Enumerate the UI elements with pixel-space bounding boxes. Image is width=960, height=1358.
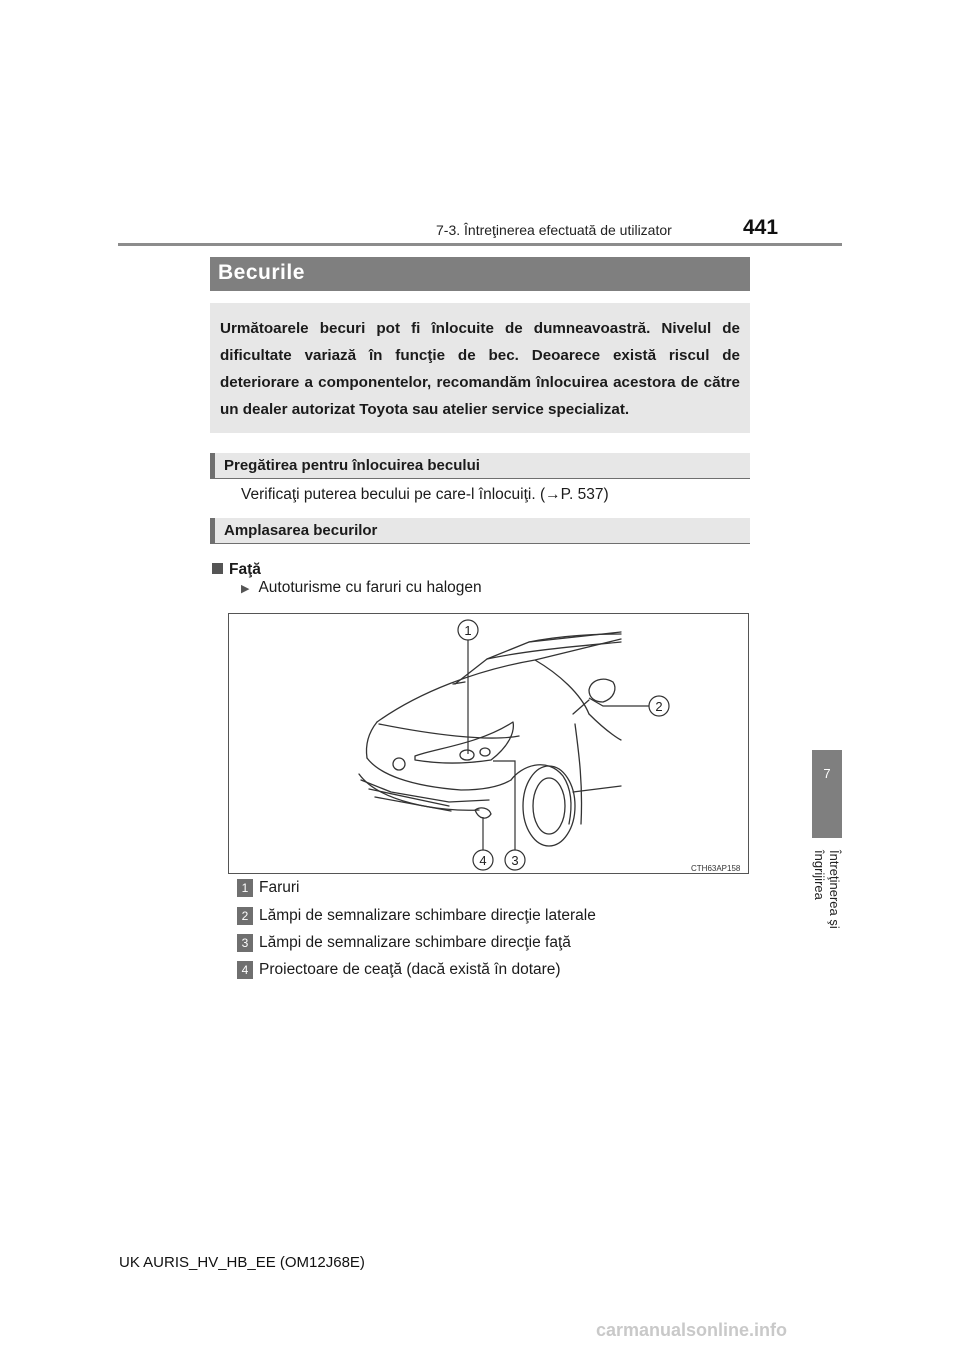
door-line xyxy=(575,724,582,824)
headlamp-inner xyxy=(480,748,490,756)
triangle-bullet-icon: ▶ xyxy=(241,583,250,595)
callout-3-label: 3 xyxy=(511,853,519,868)
car-front-illustration xyxy=(228,613,749,874)
sill-line xyxy=(573,786,621,792)
fascia-left xyxy=(366,722,377,758)
subheading-front xyxy=(212,561,261,579)
variant-bullet-label: Autoturisme cu faruri cu halogen xyxy=(258,579,482,596)
hood-side-line xyxy=(535,660,589,714)
header-section-title: 7-3. Întreţinerea efectuată de utilizator xyxy=(436,222,672,238)
legend-text: Faruri xyxy=(259,879,300,896)
legend-number: 4 xyxy=(237,961,253,979)
side-shoulder xyxy=(589,714,621,740)
legend-text: Lămpi de semnalizare schimbare direcţie laterale xyxy=(259,907,596,924)
legend-text: Proiectoare de ceaţă (dacă există în dotare) xyxy=(259,961,561,978)
variant-bullet xyxy=(241,579,482,597)
callout-1-label: 1 xyxy=(464,623,472,638)
chapter-tab-number: 7 xyxy=(823,766,831,781)
front-wheel-rim xyxy=(533,778,565,834)
headlamp-bulb xyxy=(460,750,474,760)
section-heading-location: Amplasarea becurilor xyxy=(210,518,750,544)
figure-code: CTH63AP158 xyxy=(691,864,741,873)
hood-line xyxy=(377,639,621,722)
page-number: 441 xyxy=(743,216,779,239)
mirror-arm xyxy=(573,700,589,714)
preparation-text: Verificaţi puterea becului pe care-l înlocuiţi. (→P. 537) xyxy=(241,486,609,503)
subheading-front-label: Faţă xyxy=(229,561,261,578)
wheel-arch xyxy=(511,765,571,824)
car-front-drawing xyxy=(229,614,748,873)
header-divider xyxy=(118,243,842,246)
emblem-shape xyxy=(393,758,405,770)
legend-number: 3 xyxy=(237,934,253,952)
headlamp-shape xyxy=(415,722,513,763)
side-mirror xyxy=(589,679,615,702)
legend-text: Lămpi de semnalizare schimbare direcţie faţă xyxy=(259,934,571,951)
intro-text: Următoarele becuri pot fi înlocuite de dumneavoastră. Nivelul de dificultate variază în funcţie de bec. Deoarece există riscul de deteriorare a componentelor, recomandăm înlocuirea acestora de către un dealer autorizat Toyota sau atelier service specializat. xyxy=(210,303,750,433)
page-title: Becurile xyxy=(210,257,750,291)
square-bullet-icon xyxy=(212,563,223,574)
watermark: carmanualsonline.info xyxy=(596,1320,788,1340)
legend-number: 1 xyxy=(237,879,253,897)
callout-2-label: 2 xyxy=(655,699,663,714)
chapter-tab-label: Întreţinerea şi îngrijirea xyxy=(812,850,842,929)
footer-model-code: UK AURIS_HV_HB_EE (OM12J68E) xyxy=(119,1254,365,1271)
chapter-tab xyxy=(812,750,842,838)
callout-line-3 xyxy=(493,761,515,852)
section-heading-preparation: Pregătirea pentru înlocuirea becului xyxy=(210,453,750,479)
callout-4-label: 4 xyxy=(479,853,487,868)
legend-number: 2 xyxy=(237,907,253,925)
